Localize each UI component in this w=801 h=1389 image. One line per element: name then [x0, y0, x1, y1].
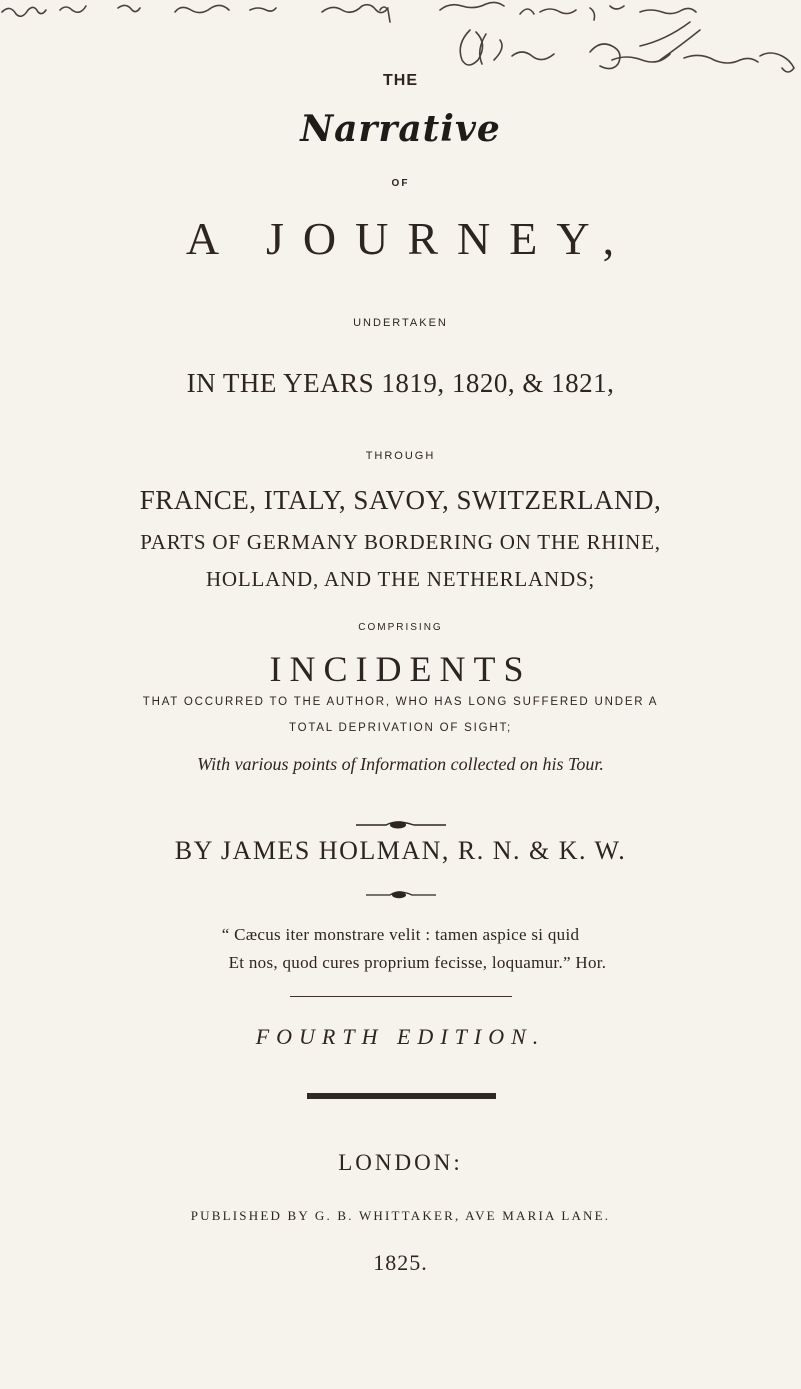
places-line-2: PARTS OF GERMANY BORDERING ON THE RHINE, — [140, 530, 661, 554]
epigraph-line-1: “ Cæcus iter monstrare velit : tamen aspice si quid — [221, 925, 580, 944]
undertaken-word: UNDERTAKEN — [353, 317, 448, 329]
imprint-year: 1825. — [373, 1250, 428, 1275]
with-information-line: With various points of Information collected on his Tour. — [197, 754, 604, 774]
thick-divider-rule — [307, 1093, 496, 1099]
comprising-word: COMPRISING — [358, 622, 443, 633]
ornamental-rule-icon — [0, 820, 801, 830]
ornamental-rule-icon — [0, 890, 801, 900]
epigraph-line-2: Et nos, quod cures proprium fecisse, loquamur.” Hor. — [228, 953, 607, 972]
the-heading: THE — [383, 72, 418, 89]
occurred-line-1: THAT OCCURRED TO THE AUTHOR, WHO HAS LONG SUFFERED UNDER A — [142, 696, 659, 708]
narrative-title: Narrative — [300, 108, 501, 150]
author-line: BY JAMES HOLMAN, R. N. & K. W. — [174, 836, 627, 865]
places-line-3: HOLLAND, AND THE NETHERLANDS; — [205, 567, 596, 591]
edition-label: FOURTH EDITION. — [255, 1024, 546, 1049]
imprint-publisher: PUBLISHED BY G. B. WHITTAKER, AVE MARIA LANE. — [190, 1208, 611, 1223]
places-line-1: FRANCE, ITALY, SAVOY, SWITZERLAND, — [139, 485, 662, 515]
through-word: THROUGH — [365, 450, 436, 462]
journey-title: A JOURNEY, — [185, 213, 634, 264]
of-word: OF — [391, 178, 410, 189]
imprint-city: LONDON: — [338, 1150, 463, 1175]
incidents-title: INCIDENTS — [269, 649, 532, 689]
occurred-line-2: TOTAL DEPRIVATION OF SIGHT; — [288, 722, 513, 734]
divider-rule — [290, 996, 512, 997]
years-line: IN THE YEARS 1819, 1820, & 1821, — [186, 368, 615, 398]
